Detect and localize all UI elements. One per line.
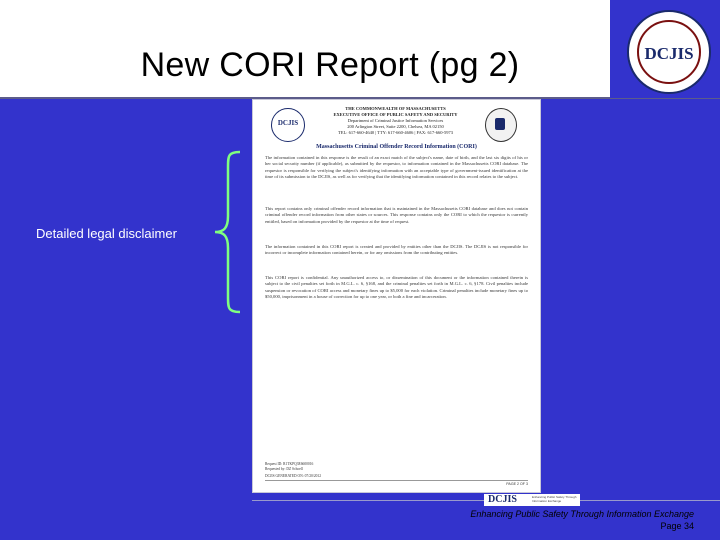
logo-text: DCJIS: [644, 44, 694, 63]
request-id: Request ID: R1TKPQ3E6600016: [265, 462, 314, 466]
dcjis-seal-icon: [271, 108, 305, 142]
agency-line: TEL: 617-660-4640 | TTY: 617-660-4606 | FAX: 617-660-5973: [337, 130, 454, 135]
document-title: Massachusetts Criminal Offender Record Information (CORI): [316, 144, 477, 150]
massachusetts-seal-icon: [485, 108, 517, 142]
footer-logo-text: DCJIS: [488, 494, 517, 505]
generated-on: DCJIS GENERATED ON: 07/20/2012: [265, 474, 322, 478]
agency-line: EXECUTIVE OFFICE OF PUBLIC SAFETY AND SECURITY: [333, 112, 458, 117]
footer-tagline: Enhancing Public Safety Through Information Exchange: [470, 509, 694, 519]
curly-brace-icon: [212, 150, 242, 314]
footer-logo-tag: Enhancing Public Safety Through Information Exchange: [532, 495, 577, 503]
dcjis-logo: [627, 10, 711, 94]
doc-seal-text: DCJIS: [277, 119, 299, 127]
agency-line: THE COMMONWEALTH OF MASSACHUSETTS: [345, 106, 446, 111]
cori-report-page: [253, 100, 540, 492]
agency-line: Department of Criminal Justice Information Services: [347, 118, 444, 123]
dcjis-logo-seal: [637, 20, 701, 84]
requested-by: Requested by: DZ Schoell: [265, 467, 303, 471]
document-footer: [265, 462, 528, 479]
footer-logo: [484, 494, 580, 506]
document-page-label: PAGE 2 OF 3: [506, 482, 528, 486]
disclaimer-paragraph: This report contains only criminal offender record information that is maintained in the Massachusetts CORI database and does not contain criminal offender record information from other states or sources. This response contains only the CORI to which the requestor is currently entitled, based on information provided by the requestor at the time of request.: [265, 206, 528, 224]
page-number: Page 34: [660, 521, 694, 531]
agency-line: 200 Arlington Street, Suite 2200, Chelsea, MA 02150: [347, 124, 444, 129]
disclaimer-paragraph: This CORI report is confidential. Any unauthorized access to, or dissemination of this document or the information contained therein is subject to the civil penalties set forth in M.G.L. c. 6, §168, and the criminal penalties set forth in M.G.L. c. 6, §178. Civil penalties include suspension or revocation of CORI access and monetary fines up to $5,000 for each violation. Criminal penalties include monetary fines up to $50,000, imprisonment in a house of correction for up to one year, or both a fine and incarceration.: [265, 275, 528, 299]
slide-title: New CORI Report (pg 2): [140, 46, 520, 84]
document-divider: [265, 480, 528, 481]
callout-label: Detailed legal disclaimer: [36, 226, 177, 241]
agency-header: [308, 106, 483, 136]
disclaimer-paragraph: The information contained in this CORI report is created and provided by entities other than the DCJIS. The DCJIS is not responsible for incorrect or incomplete information contained herein, or for any omissions from the contributing entities.: [265, 244, 528, 256]
disclaimer-paragraph: The information contained in this response is the result of an exact match of the subject's name, date of birth, and the last six digits of his or her social security number (if applicable), as submitted by the requestor, to information contained in the Massachusetts CORI database. The requestor is responsible for verifying the subject's identifying information with an acceptable type of government-issued identification at the time of its submission to the DCJIS, as well as for verifying that the identifying information contained in this record relates to the subject.: [265, 155, 528, 179]
